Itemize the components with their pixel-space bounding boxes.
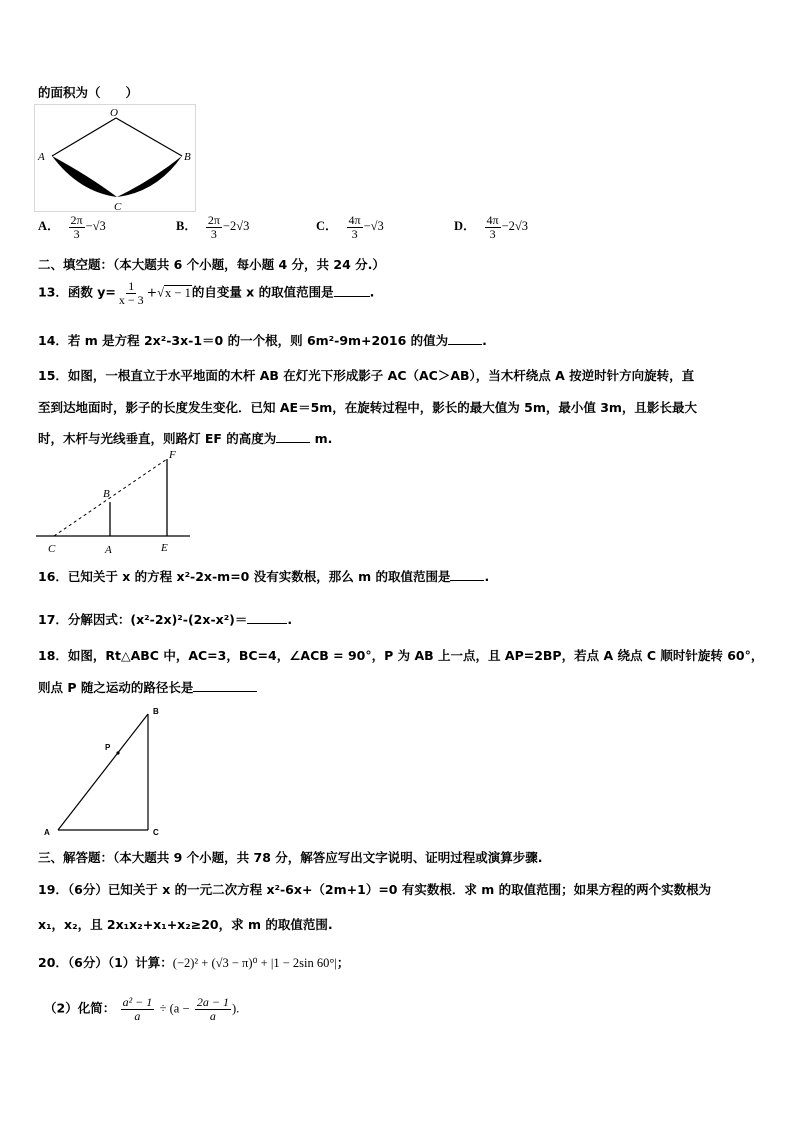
question-14: 14．若 m 是方程 2x²-3x-1＝0 的一个根，则 6m²-9m+2016 的值为 . bbox=[38, 333, 487, 348]
label-O: O bbox=[110, 107, 118, 119]
question-18-line-2: 则点 P 随之运动的路径长是 bbox=[38, 678, 257, 696]
option-b: B． $\frac{2\pi}{3}$ −2√3 bbox=[176, 213, 250, 241]
q12-tail: 的面积为（ ） bbox=[38, 85, 139, 100]
option-a: A． $\frac{2\pi}{3}$ −√3 bbox=[38, 213, 106, 241]
label-C: C bbox=[48, 543, 56, 555]
question-20-part-2: （2）化简： $\frac{\text{a² − 1}}{a}$ ÷ (a − $\frac{2a - 1}{a}$ ). bbox=[44, 995, 240, 1023]
option-c: C． $\frac{4\pi}{3}$ −√3 bbox=[316, 213, 384, 241]
question-15-line-2: 至到达地面时，影子的长度发生变化．已知 AE＝5m，在旋转过程中，影长的最大值为 5m，最小值 3m，且影长最大 bbox=[38, 400, 697, 415]
question-19-line-1: 19．（6分）已知关于 x 的一元二次方程 x²-6x+（2m+1）=0 有实数根．求 m 的取值范围；如果方程的两个实数根为 bbox=[38, 882, 712, 897]
label-F: F bbox=[169, 449, 176, 461]
question-18-line-1: 18．如图，Rt△ABC 中，AC=3，BC=4，∠ACB = 90°，P 为 AB 上一点，且 AP=2BP，若点 A 绕点 C 顺时针旋转 60°， bbox=[38, 648, 764, 663]
label-A: A bbox=[105, 544, 112, 556]
label-C: C bbox=[153, 828, 159, 837]
question-19-line-2: x₁，x₂，且 2x₁x₂+x₁+x₂≥20，求 m 的取值范围. bbox=[38, 917, 333, 932]
label-C: C bbox=[114, 201, 122, 212]
label-A: A bbox=[38, 151, 45, 163]
question-15-line-1: 15．如图，一根直立于水平地面的木杆 AB 在灯光下形成影子 AC（AC＞AB），当木杆绕点 A 按逆时针方向旋转，直 bbox=[38, 368, 695, 383]
label-P: P bbox=[105, 743, 111, 752]
section-3-heading: 三、解答题：（本大题共 9 个小题，共 78 分，解答应写出文字说明、证明过程或演算步骤. bbox=[38, 850, 543, 865]
question-16: 16．已知关于 x 的方程 x²-2x-m=0 没有实数根，那么 m 的取值范围是 . bbox=[38, 569, 490, 584]
label-B: B bbox=[184, 151, 191, 163]
question-17: 17．分解因式：(x²-2x)²-(2x-x²)＝ . bbox=[38, 612, 293, 627]
label-B: B bbox=[103, 488, 110, 500]
option-d: D． $\frac{4\pi}{3}$ −2√3 bbox=[454, 213, 529, 241]
figure-triangle bbox=[38, 702, 168, 842]
section-2-heading: 二、填空题：（本大题共 6 个小题，每小题 4 分，共 24 分.） bbox=[38, 257, 385, 272]
question-20-part-1: 20．（6分）（1）计算：(−2)² + (√3 − π)⁰ + |1 − 2sin 60°|； bbox=[38, 955, 350, 970]
question-15-line-3: 时，木杆与光线垂直，则路灯 EF 的高度为 m. bbox=[38, 431, 333, 446]
figure-sector bbox=[34, 104, 196, 212]
label-B: B bbox=[153, 707, 159, 716]
label-A: A bbox=[44, 828, 50, 837]
figure-lamp bbox=[34, 446, 194, 558]
question-13: 13．函数 y= $\frac{1}{x - 3}$ +√x − 1的自变量 x 的取值范围是 . bbox=[38, 279, 375, 307]
label-E: E bbox=[161, 542, 168, 554]
